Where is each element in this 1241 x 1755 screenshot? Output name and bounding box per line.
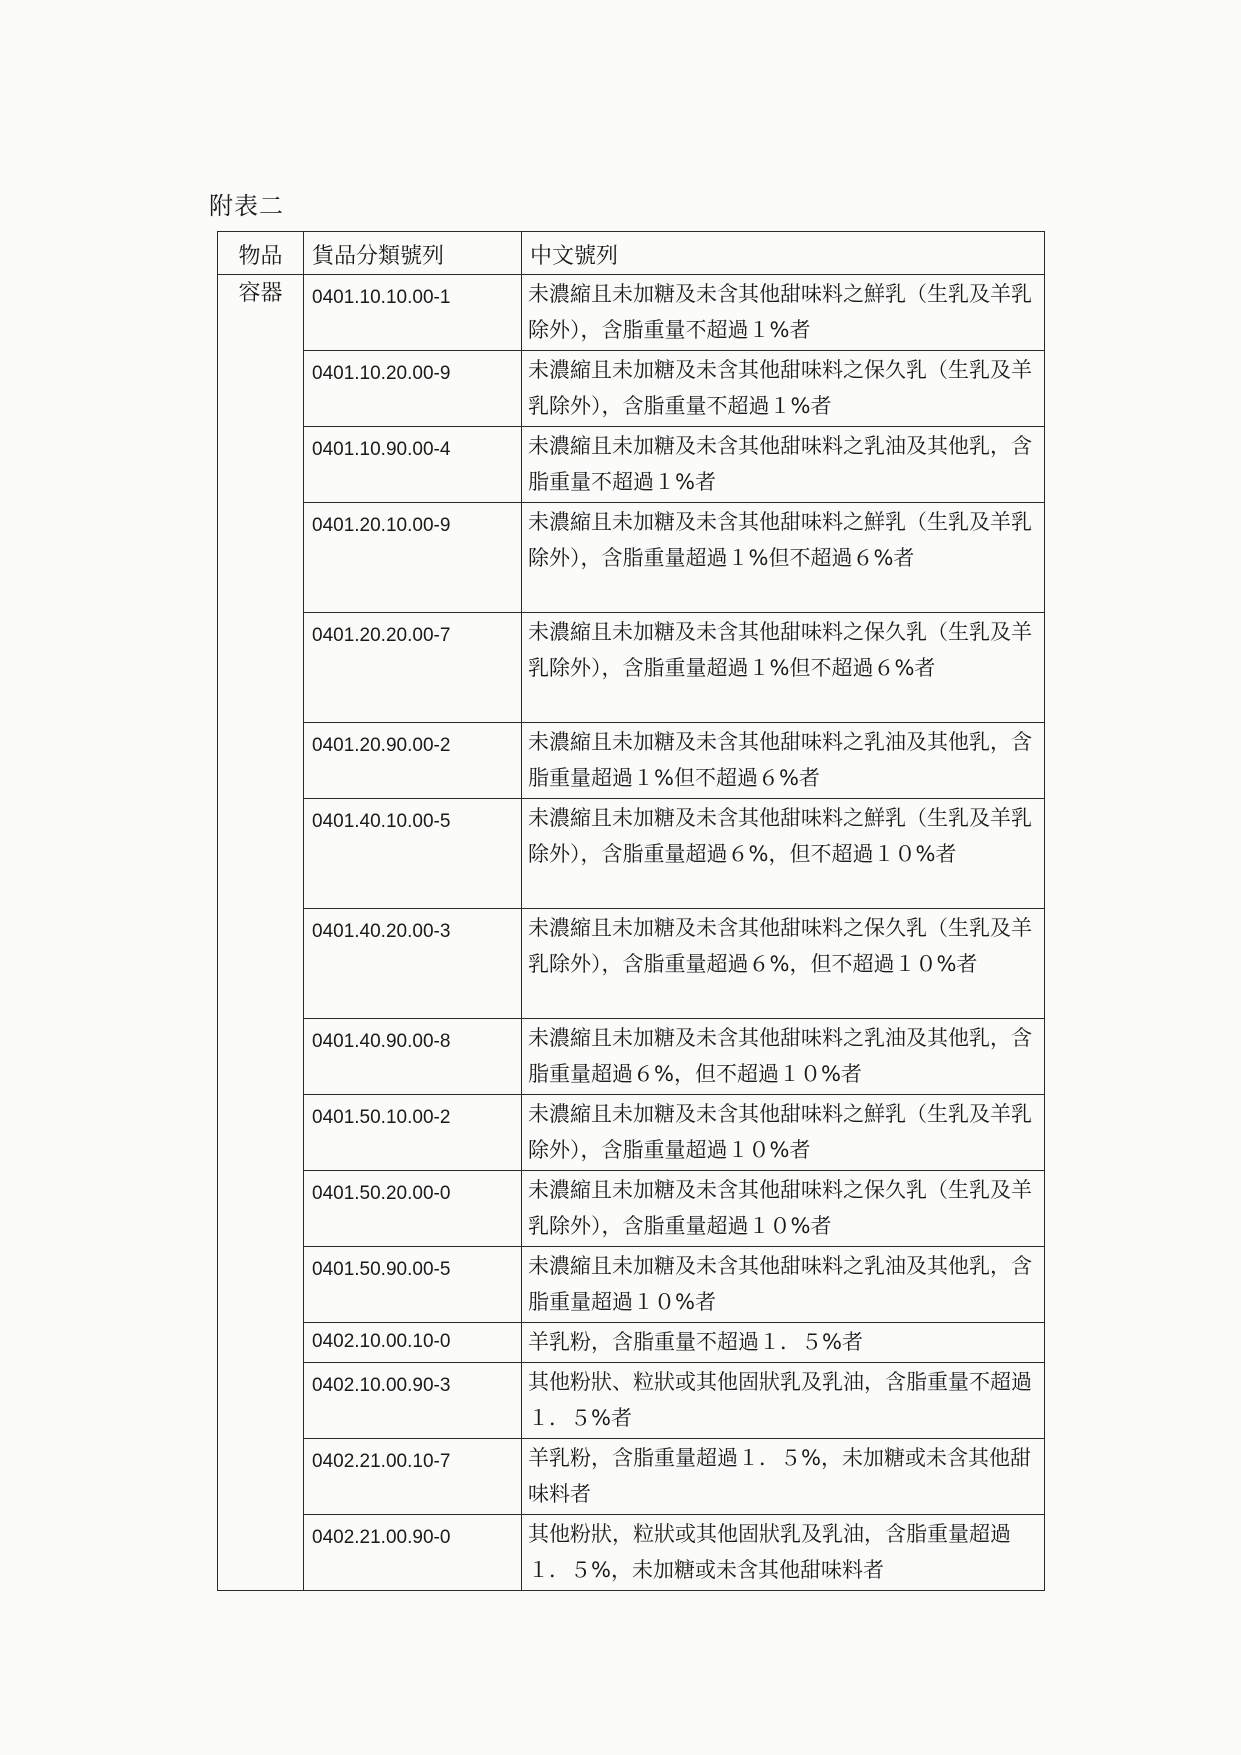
table-row [218, 1323, 1045, 1363]
table-row [218, 799, 1045, 909]
page-title: 附表二 [209, 192, 284, 220]
table-row [218, 275, 1045, 351]
code-cell: 0402.21.00.10-7 [304, 1439, 522, 1515]
table-row [218, 1439, 1045, 1515]
table-row [218, 1095, 1045, 1171]
description-cell: 未濃縮且未加糖及未含其他甜味料之保久乳（生乳及羊乳除外），含脂重量超過１%但不超過６%者 [522, 613, 1045, 723]
table-row [218, 351, 1045, 427]
code-cell: 0402.10.00.10-0 [304, 1323, 522, 1363]
description-cell: 未濃縮且未加糖及未含其他甜味料之鮮乳（生乳及羊乳除外），含脂重量超過１０%者 [522, 1095, 1045, 1171]
table-row [218, 1363, 1045, 1439]
header-code: 貨品分類號列 [304, 232, 522, 275]
description-cell: 未濃縮且未加糖及未含其他甜味料之鮮乳（生乳及羊乳除外），含脂重量不超過１%者 [522, 275, 1045, 351]
table-row [218, 1019, 1045, 1095]
description-cell: 羊乳粉，含脂重量超過１．５%，未加糖或未含其他甜味料者 [522, 1439, 1045, 1515]
code-cell: 0401.20.20.00-7 [304, 613, 522, 723]
code-cell: 0401.40.90.00-8 [304, 1019, 522, 1095]
header-item: 物品 [218, 232, 304, 275]
description-cell: 未濃縮且未加糖及未含其他甜味料之乳油及其他乳，含脂重量超過６%，但不超過１０%者 [522, 1019, 1045, 1095]
table-row [218, 1515, 1045, 1591]
description-cell: 羊乳粉，含脂重量不超過１．５%者 [522, 1323, 1045, 1363]
description-cell: 未濃縮且未加糖及未含其他甜味料之乳油及其他乳，含脂重量超過１０%者 [522, 1247, 1045, 1323]
table-row [218, 1247, 1045, 1323]
description-cell: 未濃縮且未加糖及未含其他甜味料之鮮乳（生乳及羊乳除外），含脂重量超過１%但不超過６%者 [522, 503, 1045, 613]
table-row [218, 613, 1045, 723]
description-cell: 其他粉狀、粒狀或其他固狀乳及乳油，含脂重量不超過１．５%者 [522, 1363, 1045, 1439]
code-cell: 0401.50.10.00-2 [304, 1095, 522, 1171]
code-cell: 0401.40.20.00-3 [304, 909, 522, 1019]
description-cell: 未濃縮且未加糖及未含其他甜味料之乳油及其他乳，含脂重量超過１%但不超過６%者 [522, 723, 1045, 799]
description-cell: 未濃縮且未加糖及未含其他甜味料之鮮乳（生乳及羊乳除外），含脂重量超過６%，但不超過１０%者 [522, 799, 1045, 909]
code-cell: 0401.20.90.00-2 [304, 723, 522, 799]
code-cell: 0401.10.90.00-4 [304, 427, 522, 503]
code-cell: 0401.10.10.00-1 [304, 275, 522, 351]
table-row [218, 723, 1045, 799]
description-cell: 未濃縮且未加糖及未含其他甜味料之保久乳（生乳及羊乳除外），含脂重量超過６%，但不超過１０%者 [522, 909, 1045, 1019]
description-cell: 未濃縮且未加糖及未含其他甜味料之保久乳（生乳及羊乳除外），含脂重量超過１０%者 [522, 1171, 1045, 1247]
code-cell: 0402.10.00.90-3 [304, 1363, 522, 1439]
code-cell: 0401.20.10.00-9 [304, 503, 522, 613]
description-cell: 未濃縮且未加糖及未含其他甜味料之乳油及其他乳，含脂重量不超過１%者 [522, 427, 1045, 503]
table-row [218, 1171, 1045, 1247]
code-cell: 0401.40.10.00-5 [304, 799, 522, 909]
item-cell: 容器 [218, 275, 304, 1591]
header-description: 中文號列 [522, 232, 1045, 275]
description-cell: 未濃縮且未加糖及未含其他甜味料之保久乳（生乳及羊乳除外），含脂重量不超過１%者 [522, 351, 1045, 427]
table-header-row [218, 232, 1045, 275]
code-cell: 0402.21.00.90-0 [304, 1515, 522, 1591]
table-row [218, 427, 1045, 503]
tariff-table [217, 231, 1045, 1591]
table-row [218, 909, 1045, 1019]
code-cell: 0401.50.20.00-0 [304, 1171, 522, 1247]
description-cell: 其他粉狀，粒狀或其他固狀乳及乳油，含脂重量超過１．５%，未加糖或未含其他甜味料者 [522, 1515, 1045, 1591]
code-cell: 0401.10.20.00-9 [304, 351, 522, 427]
code-cell: 0401.50.90.00-5 [304, 1247, 522, 1323]
table-row [218, 503, 1045, 613]
